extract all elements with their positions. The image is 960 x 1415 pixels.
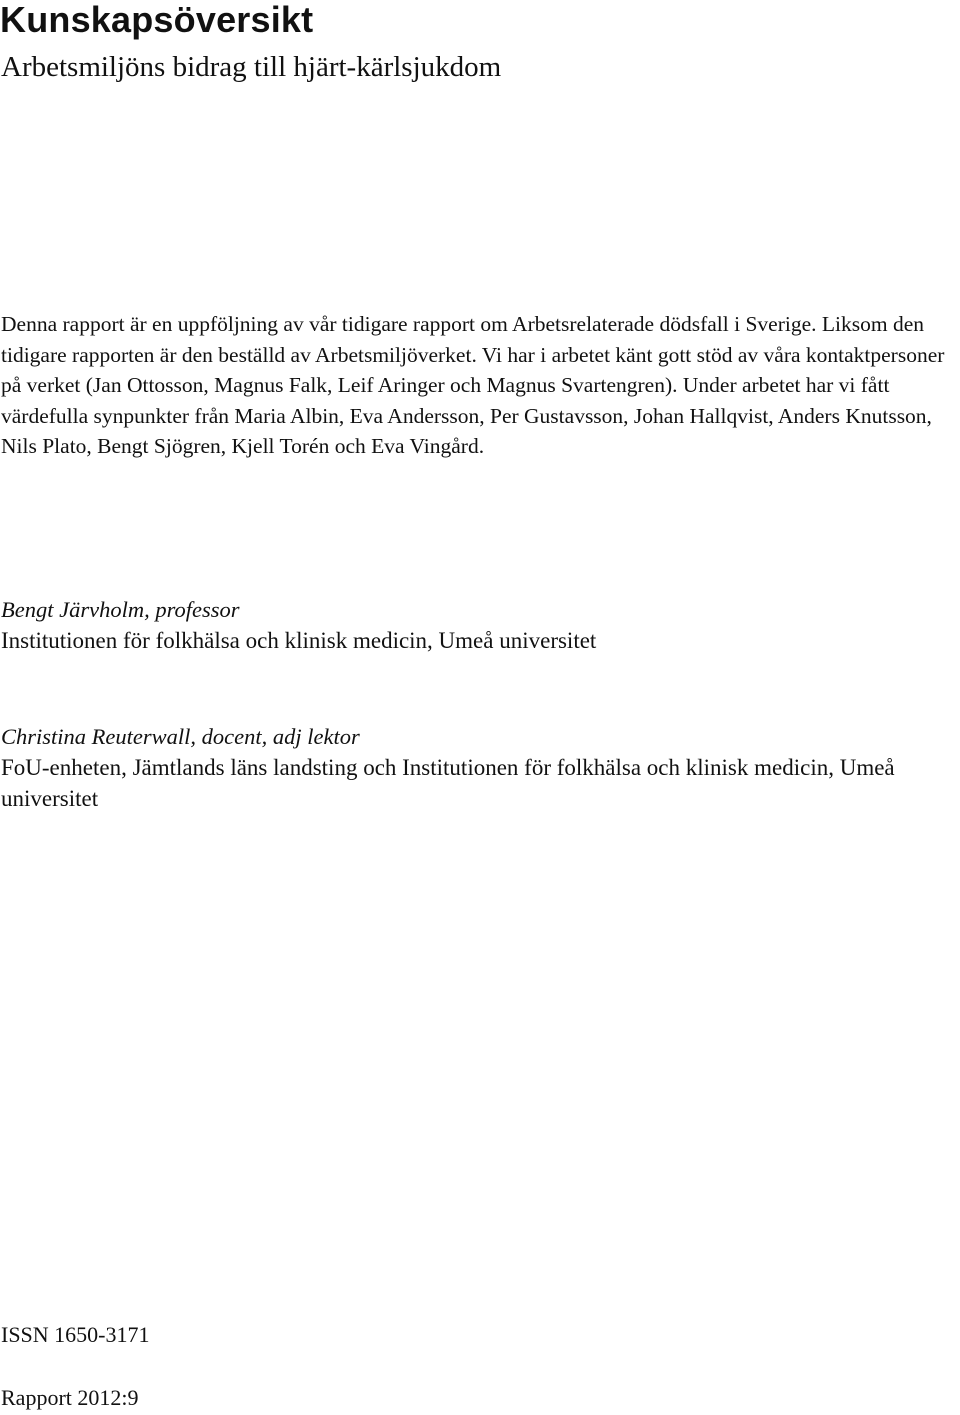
intro-paragraph: Denna rapport är en uppföljning av vår tidigare rapport om Arbetsrelaterade dödsfall i Sverige. Liksom den tidigare rapporten är den beställd av Arbetsmiljöverket. Vi har i arbetet känt gott stöd av våra kontaktpersoner på verket (Jan Ottosson, Magnus Falk, Leif Aringer och Magnus Svartengren). Under arbetet har vi fått värdefulla synpunkter från Maria Albin, Eva Andersson, Per Gustavsson, Johan Hallqvist, Anders Knutsson, Nils Plato, Bengt Sjögren, Kjell Torén och Eva Vingård.	[1, 312, 945, 458]
issn-number: ISSN 1650-3171	[1, 1322, 150, 1347]
author-block	[1, 594, 956, 656]
author-affiliation: FoU-enheten, Jämtlands läns landsting och Institutionen för folkhälsa och klinisk medicin, Umeå universitet	[1, 755, 895, 811]
page-title: Kunskapsöversikt	[0, 0, 314, 40]
page-subtitle: Arbetsmiljöns bidrag till hjärt-kärlsjukdom	[1, 51, 502, 83]
author-name: Christina Reuterwall, docent, adj lektor	[1, 724, 360, 749]
author-name: Bengt Järvholm, professor	[1, 597, 240, 622]
report-number: Rapport 2012:9	[1, 1385, 139, 1410]
author-block	[1, 721, 956, 814]
author-affiliation: Institutionen för folkhälsa och klinisk medicin, Umeå universitet	[1, 628, 597, 653]
